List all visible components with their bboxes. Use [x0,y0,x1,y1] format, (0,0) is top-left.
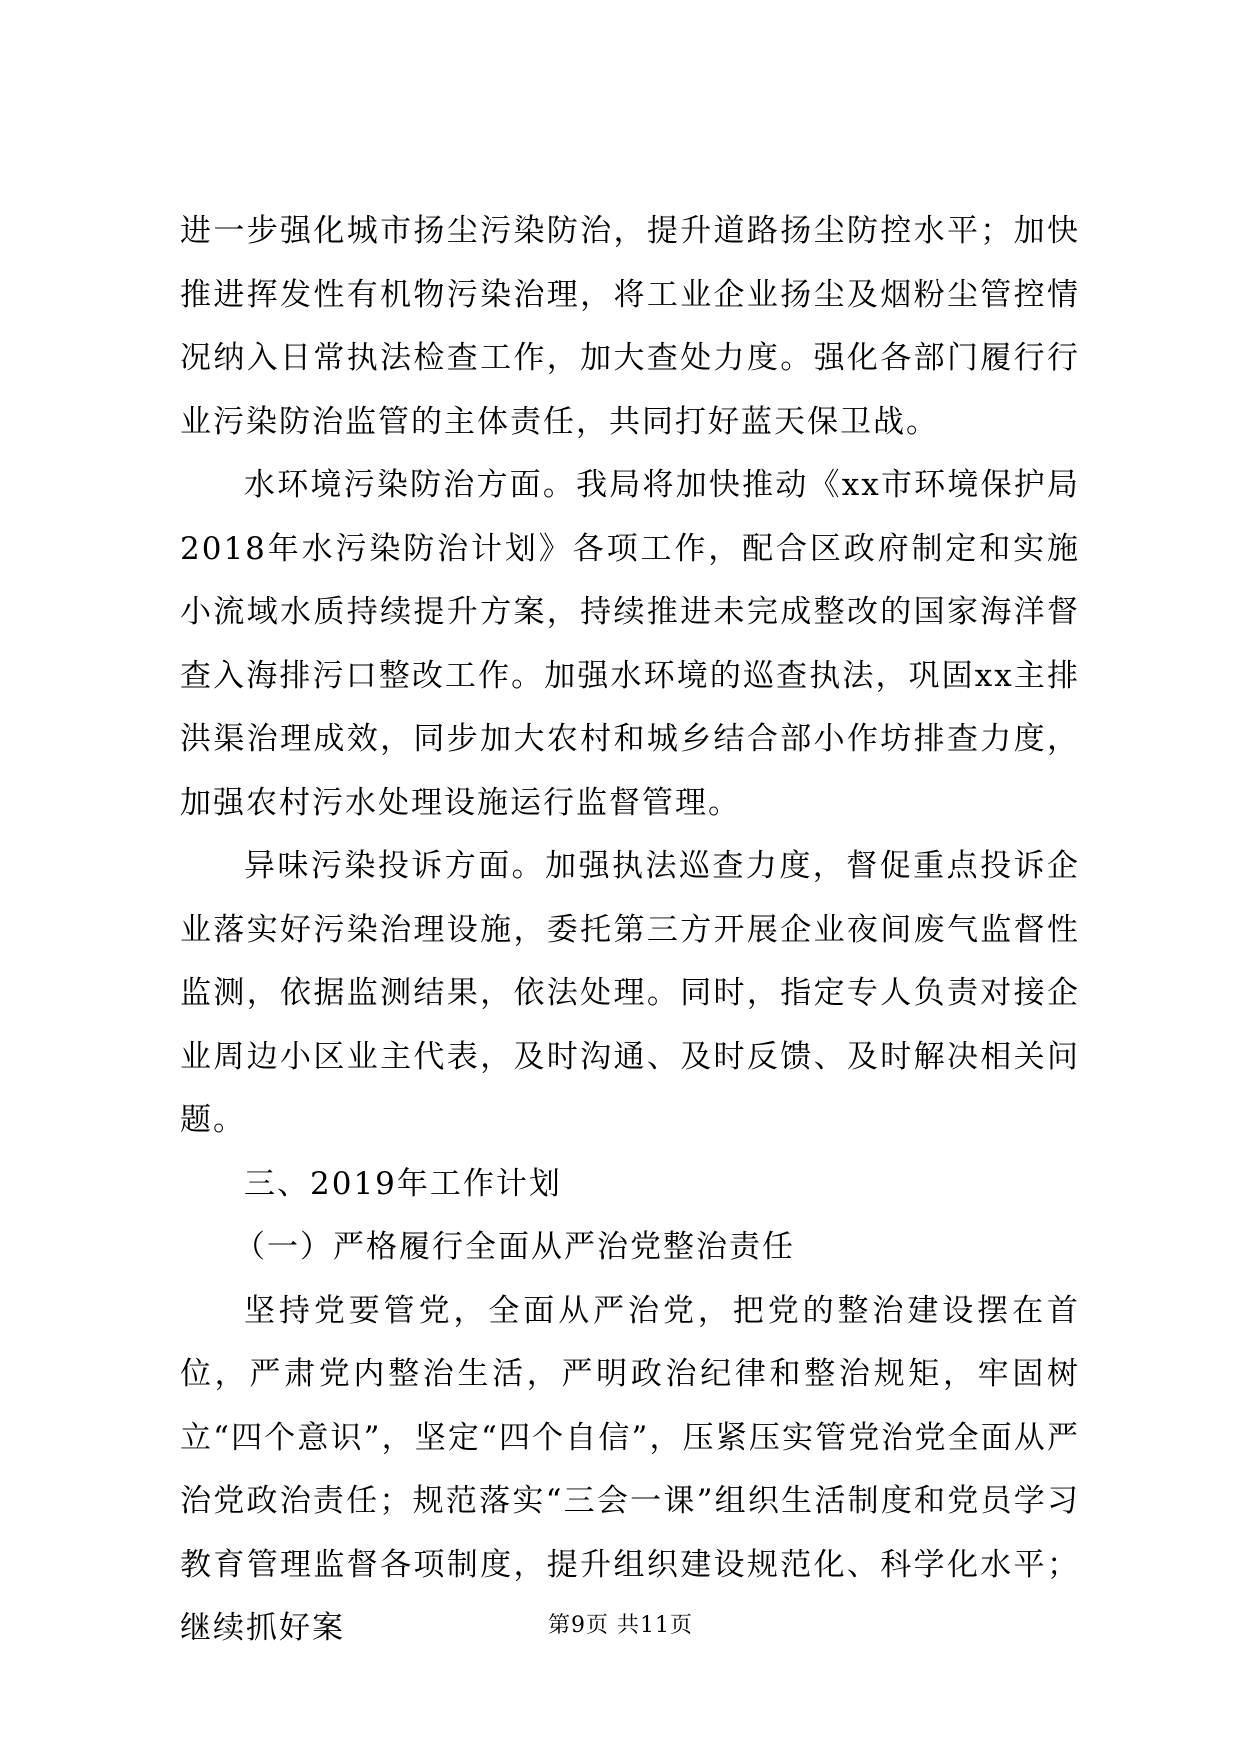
subsection-heading: （一）严格履行全面从严治党整治责任 [234,1229,795,1265]
page-footer: 第9页 共11页 [548,1613,693,1638]
paragraph-water-pollution: 水环境污染防治方面。我局将加快推动《xx市环境保护局2018年水污染防治计划》各项工作，配合区政府制定和实施小流域水质持续提升方案，持续推进未完成整改的国家海洋督查入海排污口整改工作。加强水环境的巡查执法，巩固xx主排洪渠治理成效，同步加大农村和城乡结合部小作坊排查力度，加强农村污水处理设施运行监督管理。 [180,467,1080,821]
paragraph-party-discipline: 坚持党要管党，全面从严治党，把党的整治建设摆在首位，严肃党内整治生活，严明政治纪律和整治规矩，牢固树立“四个意识”，坚定“四个自信”，压紧压实管党治党全面从严治党政治责任；规范落实“三会一课”组织生活制度和党员学习教育管理监督各项制度，提升组织建设规范化、科学化水平；继续抓好案 [180,1292,1080,1646]
section-heading: 三、2019年工作计划 [244,1165,562,1202]
document-body [180,200,1080,1661]
paragraph-air-pollution: 进一步强化城市扬尘污染防治，提升道路扬尘防控水平；加快推进挥发性有机物污染治理，将工业企业扬尘及烟粉尘管控情况纳入日常执法检查工作，加大查处力度。强化各部门履行行业污染防治监管的主体责任，共同打好蓝天保卫战。 [180,213,1080,440]
paragraph-odor-complaints: 异味污染投诉方面。加强执法巡查力度，督促重点投诉企业落实好污染治理设施，委托第三方开展企业夜间废气监督性监测，依据监测结果，依法处理。同时，指定专人负责对接企业周边小区业主代表，及时沟通、及时反馈、及时解决相关问题。 [180,848,1080,1138]
